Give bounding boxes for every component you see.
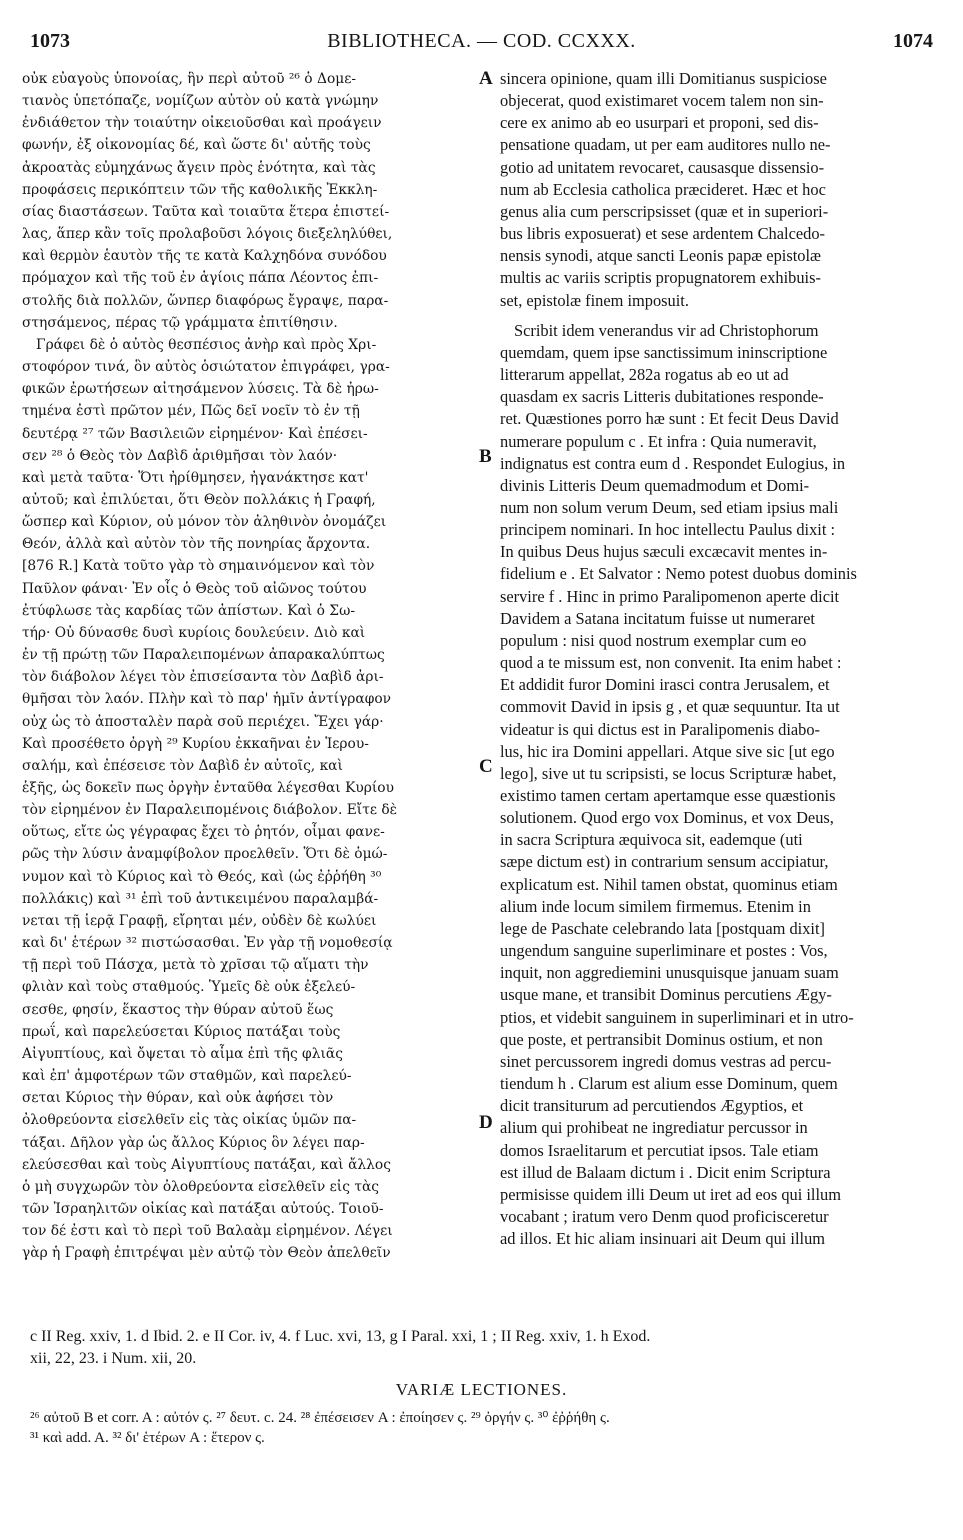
greek-text-line: στησάμενος, πέρας τῷ γράμματα ἐπιτίθησιν. — [22, 314, 338, 331]
latin-text-line: in sacra Scriptura æquivoca sit, eademque (uti — [500, 830, 803, 850]
margin-letter-c: C — [479, 756, 493, 777]
latin-text-line: objecerat, quod existimaret vocem talem non sin- — [500, 91, 824, 111]
latin-text-line: fidelium e . Et Salvator : Nemo potest duobus dominis — [500, 564, 857, 584]
greek-text-line: οὕτως, εἴτε ὡς γέγραφας ἔχει τὸ ῥητόν, οἶμαι φανε- — [22, 824, 385, 841]
latin-column — [500, 68, 932, 1250]
latin-text-line: tiendum h . Clarum est alium esse Dominum, quem — [500, 1074, 838, 1094]
greek-text-line: καὶ ἐπ' ἀμφοτέρων τῶν σταθμῶν, καὶ παρελεύ- — [22, 1068, 352, 1085]
latin-text-line: numerare populum c . Et infra : Quia numeravit, — [500, 431, 817, 451]
greek-text-line: ἐτύφλωσε τὰς καρδίας τῶν ἀπίστων. Καὶ ὁ Σω- — [22, 602, 355, 619]
latin-text-line: permisisse quidem illi Deum ut iret ad eos qui illum — [500, 1184, 841, 1204]
running-title: BIBLIOTHECA. — COD. CCXXX. — [327, 30, 636, 52]
latin-text-line: lus, hic ira Domini appellari. Atque sive sic [ut ego — [500, 741, 835, 761]
latin-text-line: videatur is qui dictus est in Paralipomenis diabo- — [500, 719, 821, 739]
latin-text-line: num non solum verum Deum, sed etiam ipsius mali — [500, 497, 839, 517]
greek-text-line: Παῦλον φάναι· Ἐν οἷς ὁ Θεὸς τοῦ αἰῶνος τούτου — [22, 580, 367, 597]
margin-letter-d: D — [479, 1112, 493, 1133]
margin-letter-a: A — [479, 68, 493, 89]
latin-text-line: dicit transiturum ad percutiendos Ægyptios, et — [500, 1096, 804, 1116]
greek-text-line: [876 R.] Κατὰ τοῦτο γὰρ τὸ σημαινόμενον καὶ τὸν — [22, 558, 375, 575]
greek-text-line: καὶ θερμὸν ἑαυτὸν τῆς τε κατὰ Καλχηδόνα συνόδου — [22, 248, 387, 265]
latin-text-line: servire f . Hinc in primo Paralipomenon aperte dicit — [500, 586, 840, 606]
greek-text-line: νεται τῇ ἱερᾷ Γραφῇ, εἴρηται μέν, οὐδὲν δὲ κωλύει — [22, 912, 377, 929]
latin-text-line: quod a te missum est, non convenit. Ita enim habet : — [500, 653, 842, 673]
greek-text-line: Γράφει δὲ ὁ αὐτὸς θεσπέσιος ἀνὴρ καὶ πρὸς Χρι- — [36, 336, 377, 353]
latin-text-line: usque mane, et transibit Dominus percutiens Ægy- — [500, 985, 832, 1005]
greek-text-line: αὐτοῦ; καὶ ἐπιλύεται, ὅτι Θεὸν πολλάκις ἡ Γραφή, — [22, 491, 376, 508]
greek-text-line: τὸν εἰρημένον ἐν Παραλειπομένοις διάβολον. Εἴτε δὲ — [22, 802, 398, 819]
variant-line: ³¹ καὶ add. A. ³² δι' ἑτέρων A : ἕτερον ς. — [30, 1430, 265, 1446]
footnotes — [30, 1326, 935, 1370]
greek-text-line: προφάσεις περικόπτειν τῶν τῆς καθολικῆς Ἐκκλη- — [22, 181, 378, 198]
latin-text-line: bus libris exposuerat) et sese ardentem Chalcedo- — [500, 224, 825, 244]
greek-text-line: πρωΐ, καὶ παρελεύσεται Κύριος πατάξαι τοὺς — [22, 1023, 341, 1040]
latin-text-line: sincera opinione, quam illi Domitianus suspiciose — [500, 69, 827, 88]
greek-text-line: ὀλοθρεύοντα εἰσελθεῖν εἰς τὰς οἰκίας ὑμῶν πα- — [22, 1112, 357, 1129]
greek-text-line: φλιὰν καὶ τοὺς σταθμούς. Ὑμεῖς δὲ οὐκ ἐξελεύ- — [22, 979, 356, 996]
greek-text-line: καὶ δι' ἑτέρων ³² πιστώσασθαι. Ἐν γὰρ τῇ νομοθεσίᾳ — [22, 935, 393, 952]
latin-text-line: genus alia cum perscripsisset (quæ et in superiori- — [500, 201, 829, 221]
latin-text-line: que poste, et pertransibit Dominus ostium, et non — [500, 1029, 823, 1049]
greek-text-line: ἐν τῇ πρώτῃ τῶν Παραλειπομένων ἀπαρακαλύπτως — [22, 647, 385, 664]
latin-text-line: indignatus est contra eum d . Respondet Eulogius, in — [500, 453, 846, 473]
greek-text-line: ἐνδιάθετον τὴν τοιαύτην οἰκειοῦσθαι καὶ προάγειν — [22, 115, 382, 132]
latin-text-line: In quibus Deus hujus sæculi excæcavit mentes in- — [500, 542, 828, 562]
greek-text-line: οὐκ εὐαγοὺς ὑπονοίας, ἣν περὶ αὐτοῦ ²⁶ ὁ Δομε- — [22, 71, 357, 87]
greek-text-line: τημένα ἐστὶ πρῶτον μέν, Πῶς δεῖ νοεῖν τὸ ἐν τῇ — [22, 403, 360, 420]
latin-text-line: ungendum sanguine superliminare et postes : Vos, — [500, 941, 828, 961]
greek-column — [22, 68, 474, 1264]
latin-text-line: principem nominari. In hoc intellectu Paulus dixit : — [500, 520, 836, 540]
greek-text-line: ὁ μὴ συγχωρῶν τὸν ὀλοθρεύοντα εἰσελθεῖν εἰς τὰς — [22, 1178, 380, 1195]
greek-text-line: τῇ περὶ τοῦ Πάσχα, μετὰ τὸ χρῖσαι τῷ αἵματι τὴν — [22, 957, 369, 974]
latin-text-line: inquit, non aggrediemini unusquisque januam suam — [500, 963, 839, 983]
greek-text-line: Καὶ προσέθετο ὀργὴ ²⁹ Κυρίου ἐκκαῆναι ἐν Ἱερου- — [22, 735, 369, 752]
latin-text-line: nensis synodi, atque sancti Leonis papæ epistolæ — [500, 246, 821, 266]
latin-text-line: num ab Ecclesia catholica præcideret. Hæc et hoc — [500, 179, 826, 199]
latin-text-line: populum : nisi quod nostrum exemplar cum eo — [500, 630, 807, 650]
greek-text-line: φωνήν, ἐξ οἰκονομίας δέ, καὶ ὥστε δι' αὐτῆς τοὺς — [22, 137, 371, 154]
greek-text-line: φικῶν ἐρωτήσεων αἰτησάμενον λύσεις. Τὰ δὲ ἠρω- — [22, 381, 379, 398]
greek-text-line: δευτέρᾳ ²⁷ τῶν Βασιλειῶν εἰρημένον· Καὶ ἐπέσει- — [22, 425, 368, 442]
greek-text-line: νυμον καὶ τὸ Κύριος καὶ τὸ Θεός, καὶ (ὡς ἐῤῥήθη ³⁰ — [22, 868, 382, 885]
latin-text-line: est illud de Balaam dictum i . Dicit enim Scriptura — [500, 1162, 831, 1182]
latin-text-line: divinis Litteris Deum quemadmodum et Domi- — [500, 475, 810, 495]
latin-text-line: alium inde locum similem firmemus. Etenim in — [500, 896, 811, 916]
latin-text-line: sinet percussorem ingredi domus vestras ad percu- — [500, 1051, 832, 1071]
greek-text-line: τον δέ ἐστι καὶ τὸ περὶ τοῦ Βαλαὰμ εἰρημένον. Λέγει — [22, 1223, 393, 1240]
latin-text-line: pensatione quadam, ut per eam auditores nullo ne- — [500, 135, 831, 155]
greek-text-line: σίας διαστάσεων. Ταῦτα καὶ τοιαῦτα ἕτερα ἐπιστεί- — [22, 203, 390, 220]
greek-text-line: τιανὸς ὑπετόπαζε, νομίζων αὐτὸν οὐ κατὰ γνώμην — [22, 93, 379, 110]
greek-text-line: ἑξῆς, ὡς δοκεῖν πως ὀργὴν ἐνταῦθα λέγεσθαι Κυρίου — [22, 780, 394, 796]
greek-text-line: τήρ· Οὐ δύνασθε δυσὶ κυρίοις δουλεύειν. Διὸ καὶ — [22, 624, 366, 641]
latin-text-line: set, epistolæ finem imposuit. — [500, 290, 689, 310]
greek-text-line: σεται Κύριος τὴν θύραν, καὶ οὐκ ἀφήσει τὸν — [22, 1090, 334, 1107]
latin-text-line: lego], sive ut tu scripsisti, se locus Scripturæ habet, — [500, 763, 837, 783]
latin-text-line: explicatum est. Nihil tamen obstat, quominus etiam — [500, 874, 838, 894]
greek-text-line: γὰρ ἡ Γραφὴ ἐπιτρέψαι μὲν αὐτῷ τὸν Θεὸν ἀπελθεῖν — [22, 1245, 391, 1262]
greek-text-line: στοφόρον τινά, ὃν αὐτὸς ὁσιώτατον ἐπιγράφει, γρα- — [22, 359, 390, 376]
latin-text-line: lege de Paschate celebrando lata [postquam dixit] — [500, 918, 825, 938]
latin-text-line: quemdam, quem ipse sanctissimum ininscriptione — [500, 342, 828, 362]
latin-text-line: solutionem. Quod ergo vox Dominus, et vox Deus, — [500, 808, 834, 828]
latin-text-line: Scribit idem venerandus vir ad Christophorum — [514, 320, 819, 340]
latin-text-line: existimo tamen certam apertamque esse quæstionis — [500, 786, 836, 805]
right-page-number: 1074 — [893, 30, 933, 52]
greek-text-line: Θεόν, ἀλλὰ καὶ αὐτὸν τὸν τῆς πονηρίας ἄρχοντα. — [22, 536, 371, 553]
greek-text-line: στολῆς διὰ πολλῶν, ὥνπερ διαφόρως ἔγραψε, παρα- — [22, 292, 389, 309]
greek-text-line: οὐχ ὡς τὸ ἀποσταλὲν παρὰ σοῦ περιέχει. Ἔχει γάρ· — [22, 713, 384, 730]
greek-text-line: λας, ἅπερ κἂν τοῖς προλαβοῦσι λόγοις διεξεληλύθει, — [22, 226, 393, 243]
greek-text-line: τὸν διάβολον λέγει τὸν ἐπισείσαντα τὸν Δαβὶδ ἀρι- — [22, 669, 384, 686]
variae-lectiones — [30, 1408, 935, 1448]
variae-lectiones-heading: VARIÆ LECTIONES. — [395, 1380, 568, 1399]
greek-text-line: ρῶς τὴν λύσιν ἀναμφίβολον προελθεῖν. Ὅτι δὲ ὁμώ- — [22, 846, 388, 863]
greek-text-line: τῶν Ἰσραηλιτῶν οἰκίας καὶ πατάξαι αὐτούς. Τοιοῦ- — [22, 1200, 384, 1217]
latin-text-line: commovit David in ipsis g , et quæ sequuntur. Ita ut — [500, 697, 840, 717]
latin-text-line: vocabant ; iratum vero Denm quod proficisceretur — [500, 1206, 829, 1226]
greek-text-line: πολλάκις) καὶ ³¹ ἐπὶ τοῦ ἀντικειμένου παραλαμβά- — [22, 890, 379, 907]
greek-text-line: σεσθε, φησίν, ἕκαστος τὴν θύραν αὐτοῦ ἕως — [22, 1001, 334, 1018]
greek-text-line: καὶ μετὰ ταῦτα· Ὅτι ἠρίθμησεν, ἠγανάκτησε κατ' — [22, 469, 369, 486]
footnote-line: xii, 22, 23. i Num. xii, 20. — [30, 1350, 197, 1367]
latin-text-line: gotio ad unitatem revocaret, causasque dissensio- — [500, 157, 825, 177]
greek-text-line: σεν ²⁸ ὁ Θεὸς τὸν Δαβὶδ ἀριθμῆσαι τὸν λαόν· — [22, 447, 338, 464]
greek-text-line: ὥσπερ καὶ Κύριον, οὐ μόνον τὸν ἀληθινὸν ὀνομάζει — [22, 514, 387, 531]
variant-line: ²⁶ αὐτοῦ B et corr. A : αὐτόν ς. ²⁷ δευτ. c. 24. ²⁸ ἐπέσεισεν A : ἐποίησεν ς. ²⁹ ὀργήν ς. ³⁰ ἐῤῥήθη ς. — [30, 1410, 610, 1426]
greek-text-line: ελεύσεσθαι καὶ τοὺς Αἰγυπτίους πατάξαι, καὶ ἄλλος — [22, 1156, 391, 1173]
latin-text-line: Et addidit furor Domini irasci contra Jerusalem, et — [500, 675, 830, 695]
latin-text-line: litterarum appellat, 282a rogatus ab eo ut ad — [500, 365, 789, 385]
latin-text-line: multis ac variis scriptis propugnatorem exhibuis- — [500, 268, 821, 288]
left-page-number: 1073 — [30, 30, 70, 52]
greek-text-line: τάξαι. Δῆλον γὰρ ὡς ἄλλος Κύριος ὃν λέγει παρ- — [22, 1134, 365, 1151]
greek-text-line: θμῆσαι τὸν λαόν. Πλὴν καὶ τὸ παρ' ἡμῖν ἀντίγραφον — [22, 691, 392, 708]
latin-text-line: ptios, et videbit sanguinem in superliminari et in utro- — [500, 1007, 854, 1027]
latin-text-line: Davidem a Satana incitatum fuisse ut numeraret — [500, 608, 815, 628]
greek-text-line: Αἰγυπτίους, καὶ ὄψεται τὸ αἷμα ἐπὶ τῆς φλιᾶς — [22, 1045, 343, 1062]
paragraph-gap — [500, 312, 932, 320]
latin-text-line: ret. Quæstiones porro hæ sunt : Et fecit Deus David — [500, 409, 839, 429]
running-header — [30, 30, 933, 64]
latin-text-line: sæpe dictum est) in contrarium sensum accipiatur, — [500, 852, 829, 872]
footnote-line: c II Reg. xxiv, 1. d Ibid. 2. e II Cor. iv, 4. f Luc. xvi, 13, g I Paral. xxi, 1 ; II Reg. xxiv, 1. h Exod. — [30, 1328, 651, 1345]
margin-letter-b: B — [479, 446, 492, 467]
greek-text-line: σαλήμ, καὶ ἐπέσεισε τὸν Δαβὶδ ἐν αὐτοῖς, καὶ — [22, 757, 343, 774]
latin-text-line: ad illos. Et hic aliam insinuari ait Deum qui illum — [500, 1229, 826, 1249]
latin-text-line: domos Israelitarum et percutiat ipsos. Tale etiam — [500, 1140, 819, 1160]
greek-text-line: ἀκροατὰς εὐμηχάνως ἄγειν πρὸς ἑνότητα, καὶ τὰς — [22, 159, 376, 176]
latin-text-line: quasdam ex sacris Litteris dubitationes responde- — [500, 387, 824, 407]
greek-text-line: πρόμαχον καὶ τῆς τοῦ ἐν ἁγίοις πάπα Λέοντος ἐπι- — [22, 270, 379, 287]
latin-text-line: alium qui prohibeat ne ingrediatur percussor in — [500, 1118, 808, 1138]
latin-text-line: cere ex animo ab eo usurpari et proponi, sed dis- — [500, 113, 819, 133]
